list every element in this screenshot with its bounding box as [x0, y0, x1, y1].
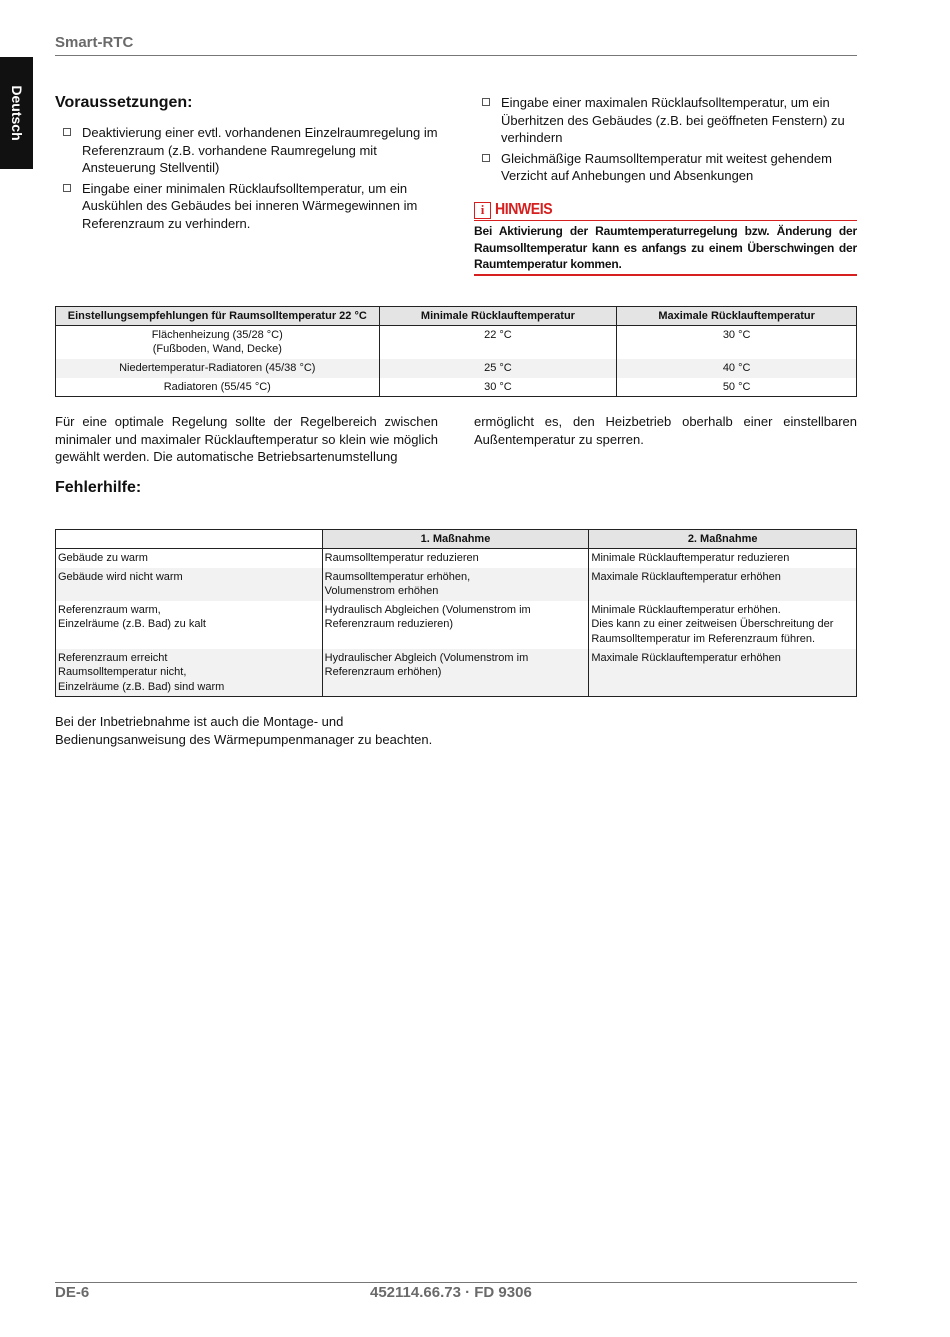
- requirements-list-right: [474, 94, 857, 188]
- heating-type-cell: [56, 326, 380, 359]
- cell-line: Raumsolltemperatur im Referenzraum führen.: [591, 632, 816, 645]
- column-header: 2. Maßnahme: [589, 530, 857, 549]
- cell-line: Raumsolltemperatur nicht,: [58, 666, 187, 678]
- problem-cell: [56, 601, 323, 649]
- cell-line: Radiatoren (55/45 °C): [163, 380, 271, 393]
- first-measure-cell: [322, 568, 589, 601]
- list-item-text: Deaktivierung einer evtl. vorhandenen Einzelraumregelung im Referenzraum (z.B. vorhandene Raumregelung mit Ansteuerung Stellventil): [82, 125, 438, 175]
- first-measure-cell: [322, 649, 589, 697]
- requirements-list-left: [55, 124, 440, 235]
- note-header: [474, 201, 857, 221]
- bullet-square-icon: [63, 184, 71, 192]
- paragraph-right: ermöglicht es, den Heizbetrieb oberhalb einer einstellbaren Außentemperatur zu sperren.: [474, 414, 857, 447]
- list-item: [474, 94, 857, 147]
- second-measure-cell: [589, 549, 857, 568]
- header-title: Smart-RTC: [55, 34, 134, 51]
- second-measure-cell: [589, 601, 857, 649]
- cell-line: Niedertemperatur-Radiatoren (45/38 °C): [119, 361, 316, 374]
- problem-cell: [56, 649, 323, 697]
- cell-line: Volumenstrom erhöhen: [324, 585, 439, 597]
- min-temp-cell: 30 °C: [379, 378, 617, 397]
- document-id: 452114.66.73 · FD 9306: [370, 1284, 532, 1301]
- cell-line: Einzelräume (z.B. Bad) sind warm: [58, 680, 225, 693]
- list-item-text: Eingabe einer maximalen Rücklaufsolltemperatur, um ein Überhitzen des Gebäudes (z.B. bei geöffneten Fenstern) zu verhindern: [501, 95, 845, 145]
- list-item: [55, 124, 440, 177]
- table-header-row: [56, 530, 857, 549]
- bullet-square-icon: [482, 154, 490, 162]
- table-header-row: [56, 307, 857, 326]
- min-temp-cell: 22 °C: [379, 326, 617, 359]
- paragraph-left: Für eine optimale Regelung sollte der Regelbereich zwischen minimaler und maximaler Rücklauftemperatur so klein wie möglich gewählt werden. Die automatische Betriebsartenumstellung: [55, 414, 438, 464]
- max-temp-cell: 30 °C: [617, 326, 857, 359]
- requirements-heading: Voraussetzungen:: [55, 94, 193, 111]
- cell-line: (Fußboden, Wand, Decke): [152, 343, 282, 355]
- bullet-square-icon: [63, 128, 71, 136]
- list-item: [55, 180, 440, 233]
- cell-line: Maximale Rücklauftemperatur erhöhen: [591, 651, 781, 664]
- troubleshooting-table: [55, 529, 857, 697]
- cell-line: Gebäude wird nicht warm: [58, 570, 183, 583]
- heating-type-cell: [56, 378, 380, 397]
- header-rule: [55, 55, 857, 56]
- column-header: Minimale Rücklauftemperatur: [379, 307, 617, 326]
- table-row: [56, 359, 857, 378]
- problem-cell: [56, 568, 323, 601]
- first-measure-cell: [322, 601, 589, 649]
- problem-cell: [56, 549, 323, 568]
- cell-line: Referenzraum reduzieren): [324, 618, 454, 630]
- cell-line: Maximale Rücklauftemperatur erhöhen: [591, 570, 781, 583]
- footer-rule: [55, 1282, 857, 1283]
- bullet-square-icon: [482, 98, 490, 106]
- cell-line: Raumsolltemperatur reduzieren: [324, 552, 479, 564]
- note-box: [474, 201, 857, 276]
- closing-paragraph: Bei der Inbetriebnahme ist auch die Montage- und Bedienungsanweisung des Wärmepumpenmanager zu beachten.: [55, 714, 433, 747]
- column-header: Einstellungsempfehlungen für Raumsolltemperatur 22 °C: [56, 307, 380, 326]
- cell-line: Gebäude zu warm: [58, 552, 148, 564]
- heating-type-cell: [56, 359, 380, 378]
- list-item-text: Gleichmäßige Raumsolltemperatur mit weitest gehendem Verzicht auf Anhebungen und Absenkungen: [501, 150, 832, 183]
- column-header: Maximale Rücklauftemperatur: [617, 307, 857, 326]
- cell-line: Minimale Rücklauftemperatur reduzieren: [591, 552, 790, 564]
- list-item: [474, 150, 857, 185]
- cell-line: Referenzraum warm,: [58, 603, 161, 616]
- cell-line: Flächenheizung (35/28 °C): [151, 329, 283, 341]
- cell-line: Hydraulischer Abgleich (Volumenstrom im: [324, 651, 529, 664]
- table-row: [56, 378, 857, 397]
- cell-line: Dies kann zu einer zeitweisen Überschreitung der: [591, 618, 834, 630]
- page-number: DE-6: [55, 1284, 90, 1301]
- note-text: Bei Aktivierung der Raumtemperaturregelung bzw. Änderung der Raumsolltemperatur kann es anfangs zu einem Überschwingen der Raumtemperatur kommen.: [474, 221, 857, 276]
- troubleshooting-heading: Fehlerhilfe:: [55, 479, 142, 496]
- list-item-text: Eingabe einer minimalen Rücklaufsolltemperatur, um ein Auskühlen des Gebäudes bei inneren Wärmegewinnen im Referenzraum zu verhindern.: [82, 180, 418, 231]
- max-temp-cell: 40 °C: [617, 359, 857, 378]
- table-row: [56, 549, 857, 568]
- column-header: [56, 530, 323, 549]
- cell-line: Minimale Rücklauftemperatur erhöhen.: [591, 603, 781, 616]
- settings-table: [55, 306, 857, 397]
- table-row: [56, 649, 857, 697]
- second-measure-cell: [589, 649, 857, 697]
- first-measure-cell: [322, 549, 589, 568]
- table-row: [56, 568, 857, 601]
- cell-line: Referenzraum erhöhen): [324, 666, 442, 678]
- language-tab-label: Deutsch: [8, 85, 25, 141]
- min-temp-cell: 25 °C: [379, 359, 617, 378]
- max-temp-cell: 50 °C: [617, 378, 857, 397]
- info-icon: i: [474, 202, 491, 219]
- table-row: [56, 601, 857, 649]
- language-tab: [0, 57, 33, 169]
- note-title: HINWEIS: [495, 201, 553, 218]
- regulation-paragraph: [55, 413, 857, 466]
- cell-line: Referenzraum erreicht: [58, 651, 168, 664]
- column-header: 1. Maßnahme: [322, 530, 589, 549]
- cell-line: Hydraulisch Abgleichen (Volumenstrom im: [324, 603, 531, 616]
- table-row: [56, 326, 857, 359]
- cell-line: Raumsolltemperatur erhöhen,: [324, 570, 471, 583]
- cell-line: Einzelräume (z.B. Bad) zu kalt: [58, 618, 206, 630]
- second-measure-cell: [589, 568, 857, 601]
